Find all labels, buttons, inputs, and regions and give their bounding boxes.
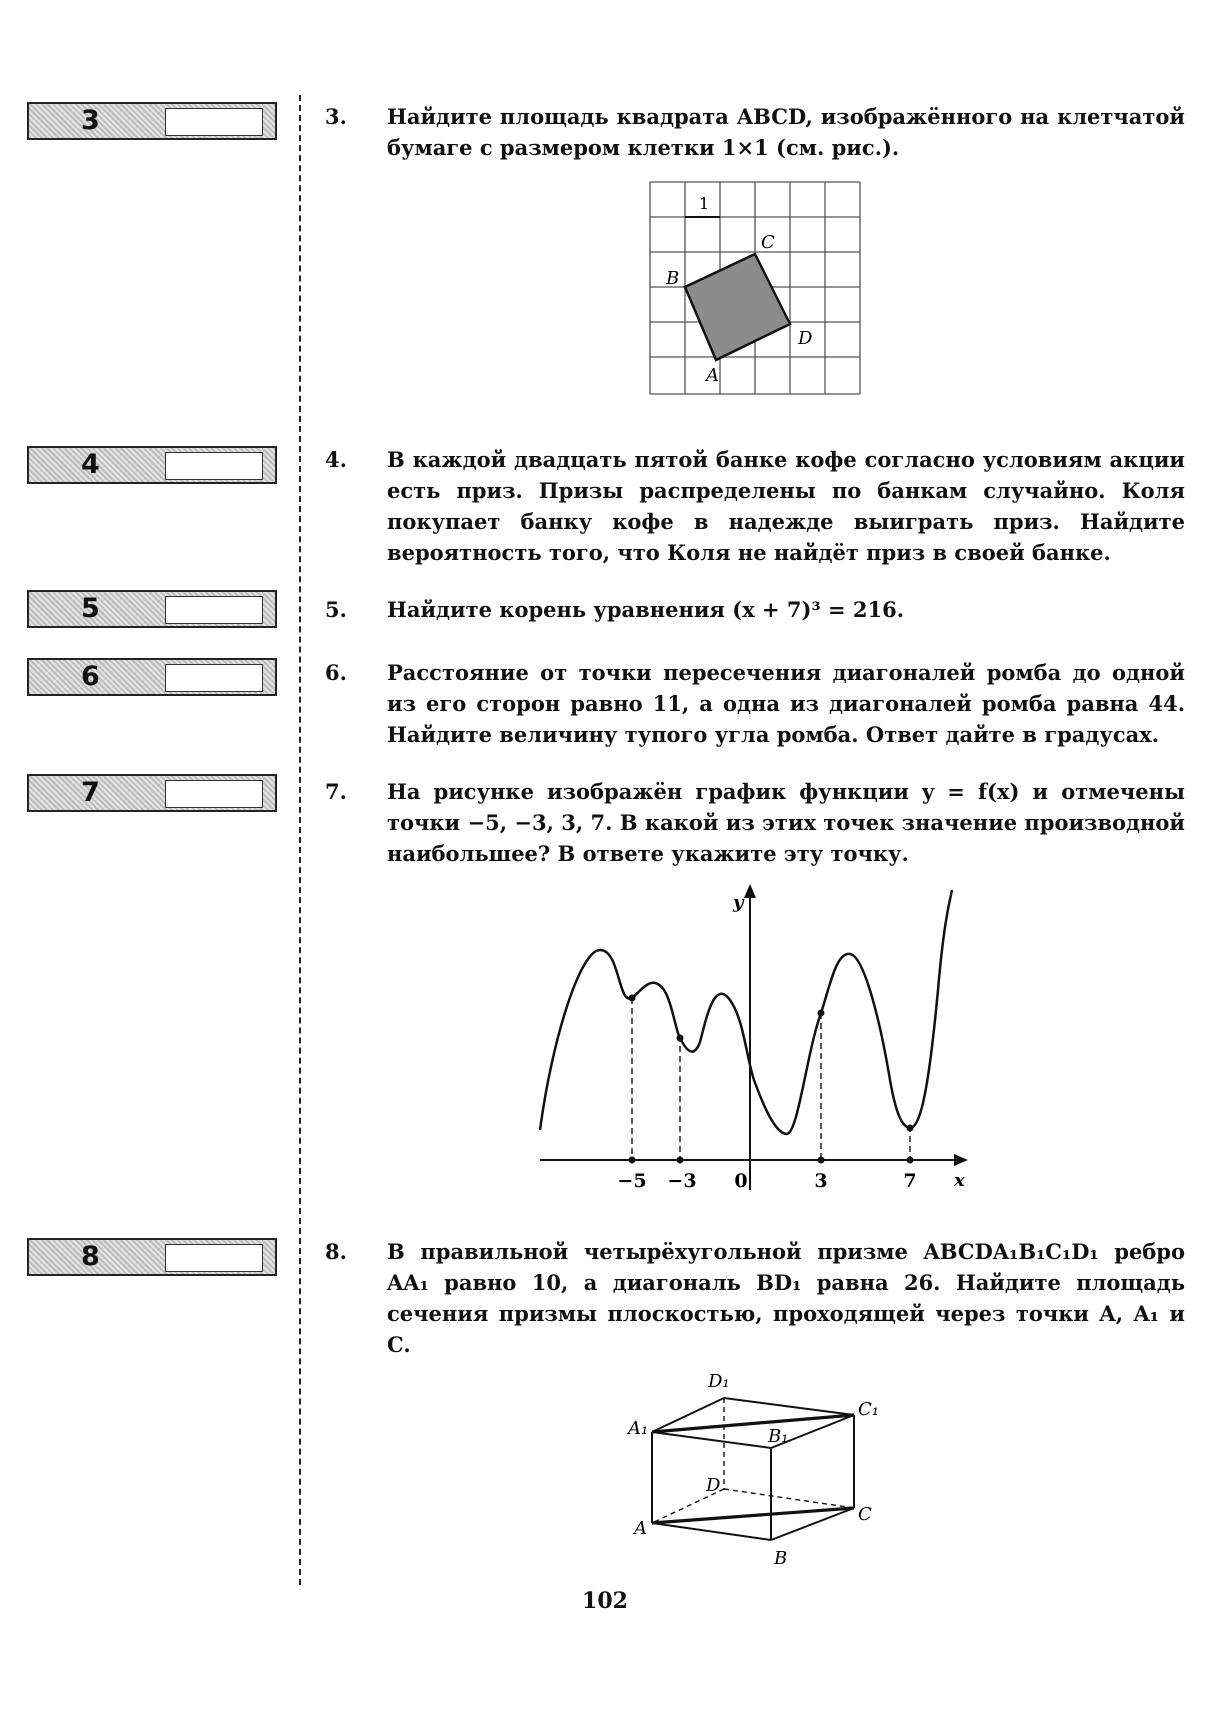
- point-label-d1: D₁: [708, 1371, 730, 1392]
- tick-label-minus5: −5: [617, 1170, 647, 1192]
- answer-box-number: 6: [81, 661, 100, 692]
- tick-label-minus3: −3: [667, 1170, 697, 1192]
- grid-figure: [640, 178, 880, 400]
- task-number: 8.: [325, 1239, 347, 1264]
- task-number: 7.: [325, 779, 347, 804]
- task-text: В правильной четырёхугольной призме ABCDA₁B₁C₁D₁ ребро AA₁ равно 10, а диагональ BD₁ равна 26. Найдите площадь сечения призмы плоскостью, проходящей через точки A, A₁ и C.: [387, 1239, 1185, 1357]
- answer-box-number: 7: [81, 777, 100, 808]
- point-label-d: D: [798, 328, 813, 349]
- task-number: 3.: [325, 104, 347, 129]
- function-graph: [530, 880, 980, 1200]
- marked-point-minus3: [677, 1035, 684, 1042]
- answer-box-6: [27, 658, 277, 696]
- edge-ab: [652, 1523, 771, 1540]
- answer-field-3[interactable]: [165, 108, 263, 136]
- answer-box-3: [27, 102, 277, 140]
- answer-box-number: 8: [81, 1241, 100, 1272]
- axis-tick-minus5: [629, 1157, 636, 1164]
- answer-box-number: 4: [81, 449, 100, 480]
- point-label-a: A: [706, 365, 719, 386]
- task-number: 5.: [325, 597, 347, 622]
- marked-point-7: [907, 1125, 914, 1132]
- x-axis-label: x: [954, 1170, 965, 1191]
- y-axis-arrow: [744, 884, 756, 898]
- origin-label: 0: [734, 1170, 748, 1192]
- point-label-c: C: [761, 232, 775, 253]
- point-label-c1: C₁: [858, 1399, 879, 1420]
- edge-a1b1: [652, 1432, 771, 1448]
- answer-field-8[interactable]: [165, 1244, 263, 1272]
- square-abcd: [685, 254, 790, 360]
- point-label-a: A: [634, 1518, 647, 1539]
- x-axis-arrow: [954, 1154, 968, 1166]
- function-curve: [540, 890, 952, 1134]
- answer-field-7[interactable]: [165, 780, 263, 808]
- answer-box-7: [27, 774, 277, 812]
- cell-label: 1: [699, 194, 710, 213]
- tick-label-3: 3: [814, 1170, 828, 1192]
- answer-box-5: [27, 590, 277, 628]
- task-number: 4.: [325, 447, 347, 472]
- hidden-edge-dc: [724, 1489, 854, 1508]
- cut-line: [299, 95, 301, 1585]
- marked-point-3: [818, 1010, 825, 1017]
- answer-field-5[interactable]: [165, 596, 263, 624]
- task-text: На рисунке изображён график функции y = f(x) и отмечены точки −5, −3, 3, 7. В какой из этих точек значение производной наибольшее? В ответе укажите эту точку.: [387, 779, 1185, 866]
- point-label-b: B: [774, 1548, 788, 1569]
- task-text: В каждой двадцать пятой банке кофе согласно условиям акции есть приз. Призы распределены по банкам случайно. Коля покупает банку кофе в надежде выиграть приз. Найдите вероятность того, что Коля не найдёт приз в своей банке.: [387, 447, 1185, 565]
- point-label-c: C: [858, 1504, 872, 1525]
- axis-tick-7: [907, 1157, 914, 1164]
- answer-box-number: 3: [81, 105, 100, 136]
- tick-label-7: 7: [903, 1170, 917, 1192]
- task-number: 6.: [325, 660, 347, 685]
- axis-tick-3: [818, 1157, 825, 1164]
- answer-box-number: 5: [81, 593, 100, 624]
- task-text: Расстояние от точки пересечения диагоналей ромба до одной из его сторон равно 11, а одна из диагоналей ромба равна 44. Найдите величину тупого угла ромба. Ответ дайте в градусах.: [387, 660, 1185, 747]
- point-label-d: D: [706, 1475, 721, 1496]
- answer-field-6[interactable]: [165, 664, 263, 692]
- prism-figure: [620, 1362, 890, 1577]
- page-number: 102: [582, 1588, 628, 1614]
- marked-point-minus5: [629, 995, 636, 1002]
- point-label-b1: B₁: [768, 1426, 789, 1447]
- task-text: Найдите корень уравнения (x + 7)³ = 216.: [387, 597, 905, 622]
- task-text: Найдите площадь квадрата ABCD, изображённого на клетчатой бумаге с размером клетки 1×1 (см. рис.).: [387, 104, 1185, 160]
- axis-tick-minus3: [677, 1157, 684, 1164]
- answer-box-8: [27, 1238, 277, 1276]
- point-label-b: B: [666, 268, 680, 289]
- edge-d1c1: [724, 1398, 854, 1415]
- answer-box-4: [27, 446, 277, 484]
- y-axis-label: y: [733, 892, 744, 913]
- point-label-a1: A₁: [628, 1418, 649, 1439]
- answer-field-4[interactable]: [165, 452, 263, 480]
